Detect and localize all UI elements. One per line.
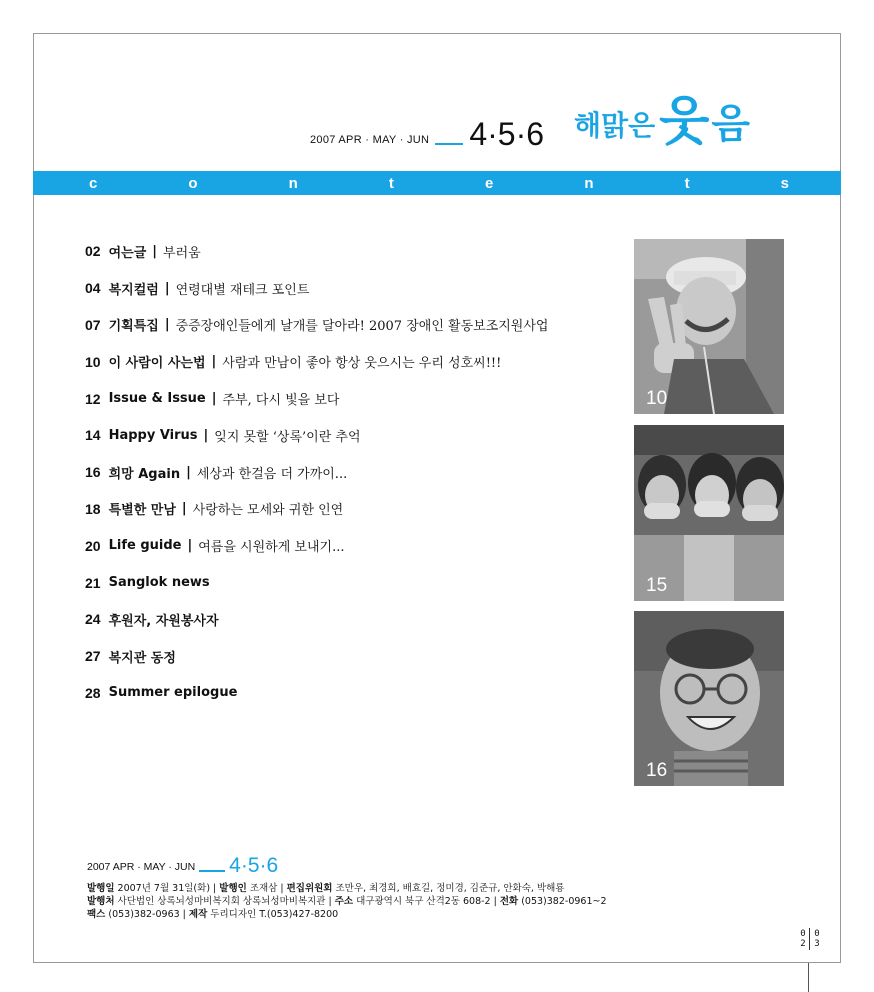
photo-page-label: 15 xyxy=(646,575,668,596)
toc-page: 10 xyxy=(85,353,101,370)
page-numbers xyxy=(798,928,821,950)
toc-subtitle: 중증장애인들에게 날개를 달아라! 2007 장애인 활동보조지원사업 xyxy=(175,319,549,335)
toc-page: 21 xyxy=(85,574,101,591)
toc-item[interactable] xyxy=(85,270,645,307)
toc-title: Life guide xyxy=(108,538,182,554)
page-number-left: 02 xyxy=(798,929,808,949)
toc-item[interactable] xyxy=(85,491,645,528)
toc-separator: | xyxy=(211,354,217,370)
photo-page-label: 16 xyxy=(646,760,668,781)
toc-subtitle: 잊지 못할 ‘상록’이란 추억 xyxy=(214,429,361,445)
photo-three-girls xyxy=(634,425,784,601)
colophon-key: 발행처 xyxy=(87,896,115,907)
toc-title: 후원자, 자원봉사자 xyxy=(108,613,219,629)
colophon-info xyxy=(87,882,607,921)
toc-subtitle: 여름을 시원하게 보내기... xyxy=(198,540,345,556)
issue-header xyxy=(310,118,544,150)
toc-item[interactable] xyxy=(85,307,645,344)
colophon-key: 편집위원회 xyxy=(286,883,333,894)
colophon-value: 사단법인 상록뇌성마비복지회 상록뇌성마비복지관 | xyxy=(114,896,335,907)
toc-page: 02 xyxy=(85,243,101,260)
toc-page: 07 xyxy=(85,316,101,333)
colophon-key: 주소 xyxy=(334,896,354,907)
colophon-key: 발행일 xyxy=(87,883,115,894)
issue-date: 2007 APR · MAY · JUN xyxy=(310,134,430,146)
toc-item[interactable] xyxy=(85,454,645,491)
toc-page: 14 xyxy=(85,427,101,444)
toc-separator: | xyxy=(186,464,191,480)
toc-separator: | xyxy=(152,243,158,259)
toc-separator: | xyxy=(203,427,209,443)
colophon-line-1 xyxy=(87,882,607,895)
toc-item[interactable] xyxy=(85,233,645,270)
toc-title: Summer epilogue xyxy=(108,685,238,701)
toc-separator: | xyxy=(164,317,170,333)
toc-separator: | xyxy=(211,391,217,407)
colophon-value: 조만우, 최경희, 배효길, 정미경, 김준규, 안화숙, 박해룡 xyxy=(332,883,565,894)
toc-subtitle: 사람과 만남이 좋아 항상 웃으시는 우리 성호씨!!! xyxy=(222,356,502,372)
toc-item[interactable] xyxy=(85,638,645,675)
toc-subtitle: 주부, 다시 빛을 보다 xyxy=(222,393,340,409)
toc-item[interactable] xyxy=(85,417,645,454)
toc-item[interactable] xyxy=(85,675,645,712)
toc-subtitle: 사랑하는 모세와 귀한 인연 xyxy=(192,503,344,519)
toc-item[interactable] xyxy=(85,380,645,417)
toc-title: 복지컬럼 xyxy=(108,282,159,298)
logo-part-2: 웃 xyxy=(659,92,710,152)
band-letter: t xyxy=(388,174,394,192)
toc-separator: | xyxy=(187,538,193,554)
band-letter: e xyxy=(484,174,494,192)
toc-title: 특별한 만남 xyxy=(108,503,176,519)
toc-subtitle: 연령대별 재테크 포인트 xyxy=(175,282,310,298)
footer-issue xyxy=(87,855,607,876)
footer-issue-underline xyxy=(199,870,225,872)
crop-mark xyxy=(808,963,809,992)
band-letter: s xyxy=(780,174,789,192)
toc-page: 27 xyxy=(85,648,101,665)
toc-subtitle: 세상과 한걸음 더 가까이... xyxy=(196,466,348,482)
magazine-logo xyxy=(574,92,751,152)
toc-item[interactable] xyxy=(85,343,645,380)
table-of-contents xyxy=(85,233,645,711)
footer-issue-number: 4·5·6 xyxy=(229,854,279,877)
colophon-key: 전화 xyxy=(499,896,519,907)
toc-title: Happy Virus xyxy=(108,427,198,443)
toc-page: 20 xyxy=(85,537,101,554)
toc-page: 16 xyxy=(85,464,101,481)
band-letter: o xyxy=(188,174,198,192)
toc-subtitle: 부러움 xyxy=(163,245,201,261)
colophon-value: (053)382-0961~2 xyxy=(518,896,607,907)
band-letter: n xyxy=(288,174,298,192)
toc-page: 24 xyxy=(85,611,101,628)
photo-man-peace-sign xyxy=(634,239,784,414)
logo-part-3: 음 xyxy=(711,101,751,147)
colophon-key: 팩스 xyxy=(87,909,106,920)
colophon xyxy=(87,855,607,921)
colophon-line-2 xyxy=(87,895,607,908)
toc-item[interactable] xyxy=(85,564,645,601)
colophon-line-3 xyxy=(87,908,607,921)
band-letter: t xyxy=(684,174,690,192)
toc-title: 이 사람이 사는법 xyxy=(108,356,206,372)
toc-separator: | xyxy=(164,280,170,296)
colophon-value: 두리디자인 T.(053)427-8200 xyxy=(207,909,339,920)
colophon-value: 2007년 7월 31일(화) | xyxy=(114,883,220,894)
band-letter: c xyxy=(89,174,98,192)
toc-item[interactable] xyxy=(85,601,645,638)
photo-page-label: 10 xyxy=(646,388,668,409)
toc-title: Issue & Issue xyxy=(108,391,206,407)
footer-issue-date: 2007 APR · MAY · JUN xyxy=(87,861,196,873)
toc-page: 18 xyxy=(85,500,101,517)
toc-title: 여는글 xyxy=(108,245,147,261)
toc-page: 04 xyxy=(85,280,101,297)
toc-page: 12 xyxy=(85,390,101,407)
toc-page: 28 xyxy=(85,684,101,701)
band-letter: n xyxy=(584,174,594,192)
colophon-value: 대구광역시 북구 산격2동 608-2 | xyxy=(353,896,500,907)
toc-title: 희망 Again xyxy=(108,466,181,482)
photo-smiling-boy xyxy=(634,611,784,786)
contents-band xyxy=(33,171,841,195)
colophon-value: 조재삼 | xyxy=(246,883,287,894)
toc-separator: | xyxy=(181,501,187,517)
colophon-key: 제작 xyxy=(188,909,208,920)
toc-item[interactable] xyxy=(85,527,645,564)
logo-part-1: 해맑은 xyxy=(574,109,656,142)
colophon-value: (053)382-0963 | xyxy=(105,909,189,920)
issue-number: 4·5·6 xyxy=(469,116,545,152)
page-number-right: 03 xyxy=(812,929,822,949)
issue-underline xyxy=(435,143,463,145)
toc-title: 복지관 동정 xyxy=(108,650,176,666)
page-number-divider xyxy=(809,928,810,950)
toc-title: 기획특집 xyxy=(108,319,159,335)
colophon-key: 발행인 xyxy=(219,883,247,894)
toc-title: Sanglok news xyxy=(108,575,210,591)
